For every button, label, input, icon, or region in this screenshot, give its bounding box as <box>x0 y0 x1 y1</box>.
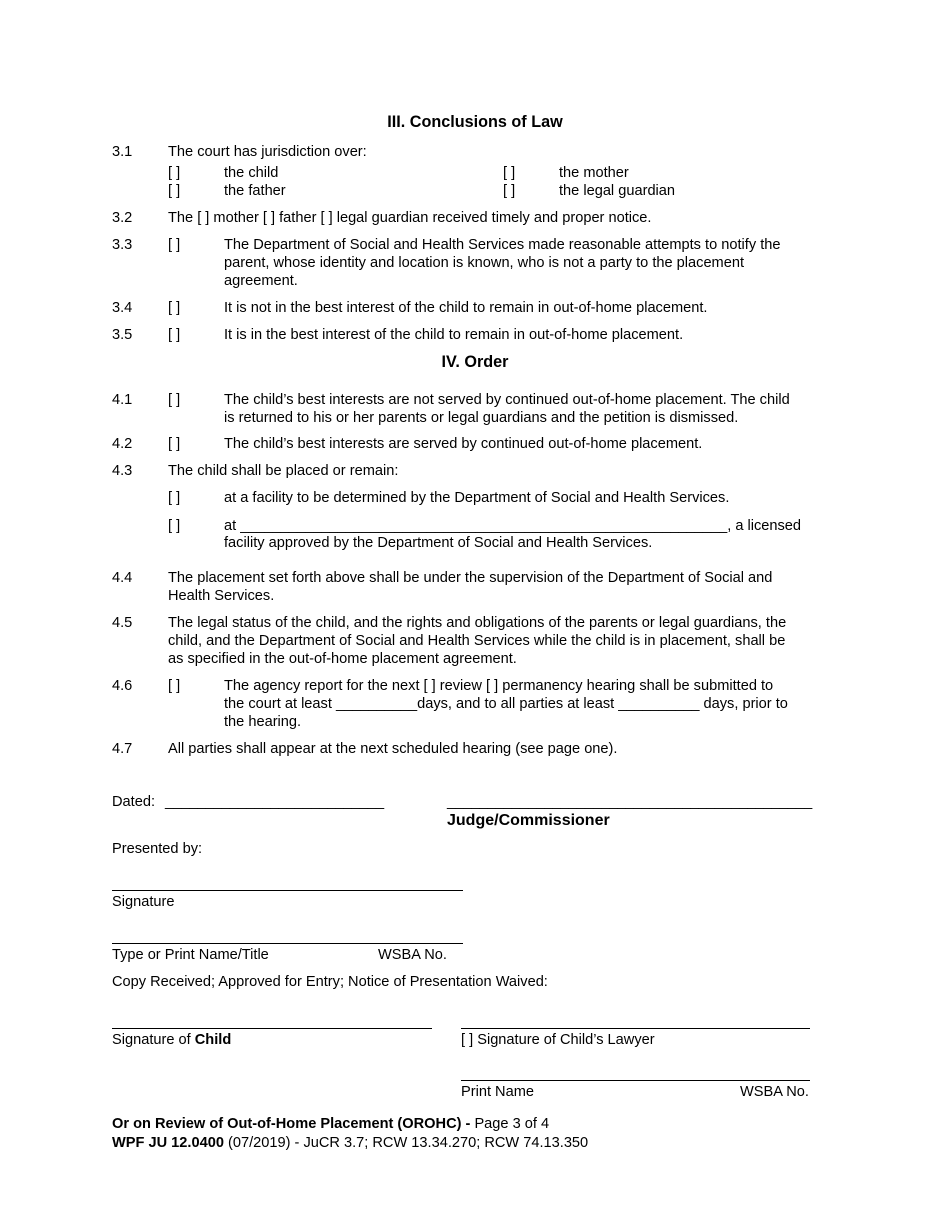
section-heading-conclusions: III. Conclusions of Law <box>387 113 563 131</box>
agency-report-line3: the hearing. <box>224 714 302 730</box>
checkbox-best-interest[interactable]: [ ] <box>168 327 181 343</box>
item-number: 4.2 <box>112 436 133 452</box>
checkbox-father[interactable]: [ ] <box>168 183 181 199</box>
item-number: 4.1 <box>112 392 133 408</box>
checkbox-dshs-facility[interactable]: [ ] <box>168 490 181 506</box>
section-heading-order: IV. Order <box>441 353 509 371</box>
footer-title-bold: Or on Review of Out-of-Home Placement (OROHC) - <box>112 1116 471 1132</box>
not-best-interest-text: It is not in the best interest of the child to remain in out-of-home placement. <box>224 300 708 316</box>
checkbox-licensed-facility[interactable]: [ ] <box>168 518 181 534</box>
checkbox-return-child[interactable]: [ ] <box>168 392 181 408</box>
return-child-line1: The child’s best interests are not served by continued out-of-home placement. The child <box>224 392 790 408</box>
option-label-child: the child <box>224 165 279 181</box>
licensed-facility-line2: facility approved by the Department of Social and Health Services. <box>224 535 653 551</box>
footer-page-number: Page 3 of 4 <box>470 1116 550 1132</box>
next-hearing-text: All parties shall appear at the next scheduled hearing (see page one). <box>168 741 618 757</box>
footer-form-citation: (07/2019) - JuCR 3.7; RCW 13.34.270; RCW 74.13.350 <box>223 1135 589 1151</box>
legal-status-line3: as specified in the out-of-home placement agreement. <box>168 651 517 667</box>
footer-form-number: WPF JU 12.0400 <box>112 1135 224 1151</box>
presented-by-label: Presented by: <box>112 841 203 857</box>
checkbox-legal-guardian[interactable]: [ ] <box>503 183 516 199</box>
dshs-facility-text: at a facility to be determined by the Department of Social and Health Services. <box>224 490 730 506</box>
item-number: 4.7 <box>112 741 133 757</box>
checkbox-reasonable-attempts[interactable]: [ ] <box>168 237 181 253</box>
judge-commissioner-label: Judge/Commissioner <box>447 812 610 829</box>
option-label-legal-guardian: the legal guardian <box>559 183 676 199</box>
checkbox-agency-report[interactable]: [ ] <box>168 678 181 694</box>
copy-received-label: Copy Received; Approved for Entry; Notice of Presentation Waived: <box>112 974 548 990</box>
dated-field[interactable]: ___________________________ <box>165 794 385 810</box>
wsba-no-label: WSBA No. <box>378 947 447 963</box>
placement-intro: The child shall be placed or remain: <box>168 463 399 479</box>
judge-signature-line[interactable]: _____________________________________________ <box>447 794 813 810</box>
dated-label: Dated: <box>112 794 155 810</box>
checkbox-mother[interactable]: [ ] <box>503 165 516 181</box>
supervision-line1: The placement set forth above shall be under the supervision of the Department of Social and <box>168 570 773 586</box>
item-number: 4.4 <box>112 570 133 586</box>
reasonable-attempts-line3: agreement. <box>224 273 298 289</box>
lawyer-signature-line[interactable] <box>461 1028 810 1029</box>
jurisdiction-text: The court has jurisdiction over: <box>168 144 367 160</box>
presenter-name-line[interactable] <box>112 943 463 944</box>
lawyer-signature-label: [ ] Signature of Child’s Lawyer <box>461 1032 655 1048</box>
item-number: 3.2 <box>112 210 133 226</box>
child-signature-label <box>112 1031 231 1049</box>
option-label-mother: the mother <box>559 165 629 181</box>
best-interest-text: It is in the best interest of the child to remain in out-of-home placement. <box>224 327 684 343</box>
continued-placement-text: The child’s best interests are served by continued out-of-home placement. <box>224 436 703 452</box>
signature-label: Signature <box>112 894 175 910</box>
notice-text: The [ ] mother [ ] father [ ] legal guardian received timely and proper notice. <box>168 210 652 226</box>
legal-status-line2: child, and the Department of Social and Health Services while the child is in placement, shall be <box>168 633 786 649</box>
licensed-facility-line1: at ____________________________________________________________, a licensed <box>224 518 802 534</box>
agency-report-line2: the court at least __________days, and to all parties at least __________ days, prior to <box>224 696 788 712</box>
item-number: 3.5 <box>112 327 133 343</box>
checkbox-not-best-interest[interactable]: [ ] <box>168 300 181 316</box>
return-child-line2: is returned to his or her parents or legal guardians and the petition is dismissed. <box>224 410 739 426</box>
lawyer-name-line[interactable] <box>461 1080 810 1081</box>
item-number: 4.3 <box>112 463 133 479</box>
reasonable-attempts-line1: The Department of Social and Health Services made reasonable attempts to notify the <box>224 237 781 253</box>
item-number: 3.3 <box>112 237 133 253</box>
presenter-signature-line[interactable] <box>112 890 463 891</box>
checkbox-child[interactable]: [ ] <box>168 165 181 181</box>
item-number: 3.1 <box>112 144 133 160</box>
item-number: 3.4 <box>112 300 133 316</box>
child-signature-line[interactable] <box>112 1028 432 1029</box>
print-name-label: Print Name <box>461 1084 534 1100</box>
agency-report-line1: The agency report for the next [ ] review [ ] permanency hearing shall be submitted to <box>224 678 774 694</box>
wsba-no-label-2: WSBA No. <box>740 1084 809 1100</box>
child-signature-bold: Child <box>194 1032 232 1048</box>
supervision-line2: Health Services. <box>168 588 275 604</box>
item-number: 4.6 <box>112 678 133 694</box>
item-number: 4.5 <box>112 615 133 631</box>
legal-status-line1: The legal status of the child, and the rights and obligations of the parents or legal guardians, the <box>168 615 787 631</box>
child-signature-prefix: Signature of <box>112 1032 195 1048</box>
checkbox-continued-placement[interactable]: [ ] <box>168 436 181 452</box>
footer-title <box>112 1115 549 1133</box>
footer-form-info <box>112 1134 588 1152</box>
reasonable-attempts-line2: parent, whose identity and location is known, who is not a party to the placement <box>224 255 745 271</box>
option-label-father: the father <box>224 183 286 199</box>
print-name-title-label: Type or Print Name/Title <box>112 947 269 963</box>
